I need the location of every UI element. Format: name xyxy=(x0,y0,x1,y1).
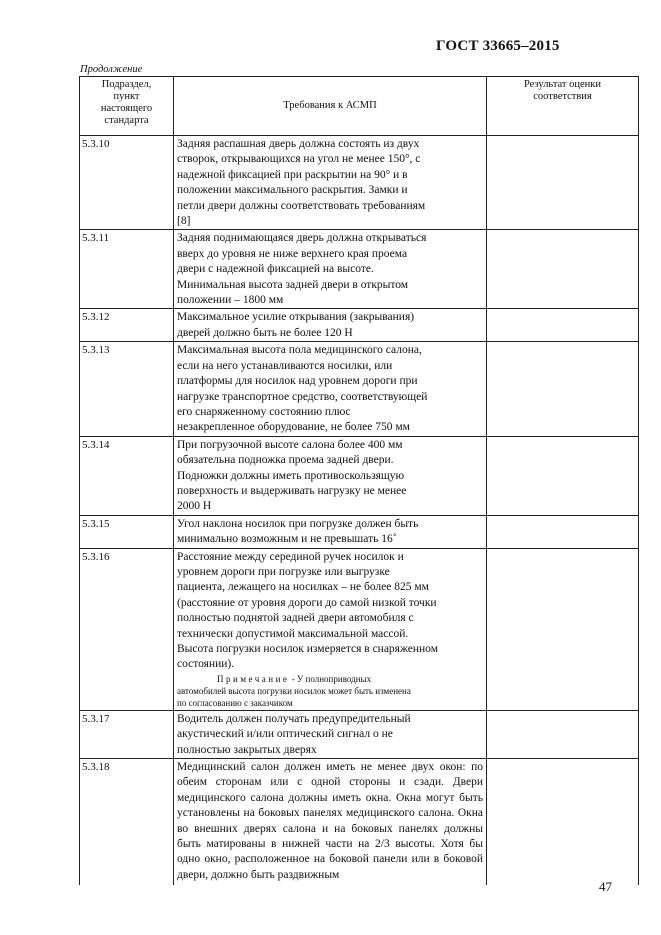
row-result-cell xyxy=(487,309,639,342)
column-header-requirements: Требования к АСМП xyxy=(174,77,487,136)
row-code: 5.3.16 xyxy=(80,548,174,710)
row-requirement-text: Угол наклона носилок при погрузке должен быть минимально возможным и не превышать 16˚ xyxy=(174,515,487,548)
table-row xyxy=(80,342,639,436)
note-text-line-2: автомобилей высота погрузки носилок может быть изменена по согласованию с заказчиком xyxy=(177,685,411,708)
row-result-cell xyxy=(487,515,639,548)
row-requirement-text: Задняя распашная дверь должна состоять из двух створок, открывающихся на угол не менее 150°, с надежной фиксацией при раскрытии на 90° и в положении максимального раскрытия. Замки и петли двери должны соответствовать требованиям [8] xyxy=(174,136,487,230)
table-row xyxy=(80,548,639,710)
row-requirement-text: Водитель должен получать предупредительный акустический и/или оптический сигнал о не полностью закрытых дверях xyxy=(174,710,487,758)
row-requirement-text: Медицинский салон должен иметь не менее двух окон: по обеим сторонам или с одной стороны и сзади. Двери медицинского салона должны иметь окна. Окна могут быть установлены на боковых панелях медицинского салона. Окна во внешних дверях салона и на боковых панелях должны быть матированы в нижней части на 2/3 высоты. Хотя бы одно окно, расположенное на боковой панели или в боковой двери, должно быть раздвижным xyxy=(174,759,487,885)
note-text-line-1: - У полноприводных xyxy=(289,673,372,684)
note-label: Примечание xyxy=(217,673,290,684)
table-row xyxy=(80,230,639,309)
row-requirement-text: Максимальная высота пола медицинского салона, если на него устанавливаются носилки, или платформы для носилок над уровнем дороги при нагрузке транспортное средство, соответствующей его снаряженному состоянию плюс незакрепленное оборудование, не более 750 мм xyxy=(174,342,487,436)
row-requirement-text: Задняя поднимающаяся дверь должна открываться вверх до уровня не ниже верхнего края проема двери с надежной фиксацией на высоте. Минимальная высота задней двери в открытом положении – 1800 мм xyxy=(174,230,487,309)
row-code: 5.3.13 xyxy=(80,342,174,436)
row-code: 5.3.10 xyxy=(80,136,174,230)
row-code: 5.3.12 xyxy=(80,309,174,342)
row-result-cell xyxy=(487,436,639,515)
row-result-cell xyxy=(487,710,639,758)
row-result-cell xyxy=(487,136,639,230)
column-header-subsection: Подраздел, пункт настоящего стандарта xyxy=(80,77,174,136)
row-requirement-text: При погрузочной высоте салона более 400 мм обязательна подножка проема задней двери. Подножки должны иметь противоскользящую поверхность и выдерживать нагрузку не менее 2000 Н xyxy=(174,436,487,515)
row-code: 5.3.11 xyxy=(80,230,174,309)
table-row xyxy=(80,309,639,342)
document-title: ГОСТ 33665–2015 xyxy=(436,38,560,54)
page-number: 47 xyxy=(599,879,612,894)
row-result-cell xyxy=(487,759,639,885)
row-note xyxy=(177,673,483,710)
row-requirement-text: Расстояние между серединой ручек носилок и уровнем дороги при погрузке или выгрузке пациента, лежащего на носилках – не более 825 мм (расстояние от уровня дороги до самой низкой точки полностью поднятой задней двери автомобиля с технически допустимой максимальной массой. Высота погрузки носилок измеряется в снаряженном состоянии). Примечание - У полноприводных автомобилей высота погрузки носилок может быть изменена по согласованию с заказчиком xyxy=(174,548,487,710)
row-requirement-text: Максимальное усилие открывания (закрывания) дверей должно быть не более 120 Н xyxy=(174,309,487,342)
row-result-cell xyxy=(487,548,639,710)
column-header-result: Результат оценки соответствия xyxy=(487,77,639,136)
table-row xyxy=(80,515,639,548)
row-result-cell xyxy=(487,230,639,309)
table-row xyxy=(80,136,639,230)
table-row xyxy=(80,436,639,515)
table-header-row xyxy=(80,77,639,136)
row-code: 5.3.14 xyxy=(80,436,174,515)
row-code: 5.3.15 xyxy=(80,515,174,548)
continuation-label: Продолжение xyxy=(80,64,143,75)
requirements-table xyxy=(79,76,639,885)
table-row xyxy=(80,710,639,758)
row-code: 5.3.17 xyxy=(80,710,174,758)
table-row xyxy=(80,759,639,885)
row-result-cell xyxy=(487,342,639,436)
row-code: 5.3.18 xyxy=(80,759,174,885)
